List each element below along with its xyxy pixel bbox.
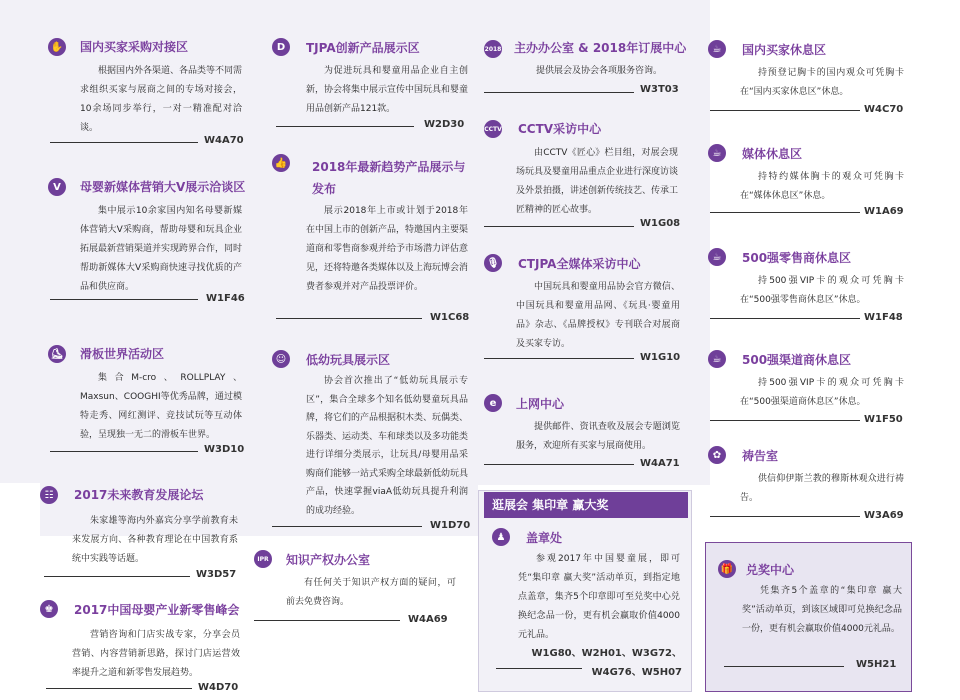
- section-divider: [46, 688, 192, 689]
- booth-code: W1F48: [864, 312, 903, 323]
- section-description: 供信仰伊斯兰教的穆斯林观众进行祷告。: [740, 474, 904, 503]
- section-description: 提供邮件、资讯查收及展会专题浏览服务，欢迎所有买家与展商使用。: [516, 422, 680, 451]
- booth-code: W1G80、W2H01、W3G72、W4G76、W5H07: [531, 648, 682, 678]
- section-divider: [276, 318, 422, 319]
- section-ip-office: [254, 550, 464, 630]
- section-description: 中国玩具和婴童用品协会官方微信、中国玩具和婴童用品网、《玩具·婴童用品》杂志、《品牌授权》专刊联合对展商及买家专访。: [516, 282, 680, 349]
- section-divider: [484, 226, 634, 227]
- handshake-icon: ✋: [48, 38, 66, 56]
- section-education-forum: [40, 486, 240, 586]
- stamp-campaign-banner: 逛展会 集印章 赢大奖: [484, 492, 688, 518]
- booth-code: W1A69: [864, 206, 904, 217]
- section-description: 为促进玩具和婴童用品企业自主创新，协会将集中展示宣传中国玩具和婴童用品创新产品121款。: [306, 66, 469, 114]
- section-title: 500强渠道商休息区: [742, 353, 852, 367]
- booth-code: W1F46: [206, 293, 245, 304]
- booth-code: W3D10: [204, 444, 245, 455]
- section-new-media-kol: [48, 178, 248, 310]
- internet-icon: e: [484, 394, 502, 412]
- booth-code: W1C68: [430, 312, 470, 323]
- coffee-cup-icon: ☕: [708, 350, 726, 368]
- section-divider: [50, 299, 198, 300]
- section-media-lounge: [708, 144, 908, 224]
- section-divider: [254, 620, 400, 621]
- section-title: TJPA创新产品展示区: [306, 41, 420, 55]
- v-icon: V: [48, 178, 66, 196]
- section-domestic-buyer-lounge: [708, 40, 908, 120]
- section-title: 低幼玩具展示区: [306, 353, 391, 367]
- section-title: 2017未来教育发展论坛: [74, 488, 204, 502]
- gift-icon: 🎁: [718, 560, 736, 578]
- section-tjpa-innovation: [272, 38, 472, 134]
- section-divider: [710, 516, 860, 517]
- section-top500-retailer-lounge: [708, 248, 908, 328]
- section-description: 持500强VIP卡的观众可凭胸卡在“500强渠道商休息区”休息。: [740, 378, 904, 407]
- section-title: 主办办公室 & 2018年订展中心: [514, 41, 687, 55]
- section-divider: [484, 358, 634, 359]
- booth-code: W4C70: [864, 104, 904, 115]
- ipr-icon: IPR: [254, 550, 272, 568]
- booth-code: W1D70: [430, 520, 471, 531]
- section-divider: [44, 576, 190, 577]
- section-title: 母婴新媒体营销大V展示洽谈区: [80, 180, 246, 194]
- section-title: 祷告室: [742, 449, 779, 463]
- booth-code: W4D70: [198, 682, 239, 693]
- booth-code: W5H21: [856, 659, 897, 670]
- section-title: 兑奖中心: [746, 563, 795, 577]
- section-title: 国内买家采购对接区: [80, 40, 189, 54]
- smile-toy-icon: ☺: [272, 350, 290, 368]
- section-description: 朱家雄等海内外嘉宾分享学前教育未来发展方向、各种教育理论在中国教育系统中实践等话题。: [72, 516, 238, 564]
- section-description: 由CCTV《匠心》栏目组，对展会现场玩具及婴童用品重点企业进行深度访谈及外景拍摄，讲述创新传统技艺、传承工匠精神的匠心故事。: [516, 148, 679, 215]
- summit-icon: ♚: [40, 600, 58, 618]
- booth-code: W4A71: [640, 458, 680, 469]
- section-redeem-center: [718, 560, 908, 680]
- prayer-icon: ✿: [708, 446, 726, 464]
- section-divider: [272, 526, 422, 527]
- coffee-cup-icon: ☕: [708, 144, 726, 162]
- section-description: 集合M-cro、ROLLPLAY、Maxsun、COOGHI等优秀品牌，通过模特走秀、网红测评、竞技试玩等互动体验，呈现独一无二的滑板车世界。: [80, 373, 242, 440]
- section-title: 2017中国母婴产业新零售峰会: [74, 603, 240, 617]
- thumbs-up-icon: 👍: [272, 154, 290, 172]
- section-title: CCTV采访中心: [518, 122, 602, 136]
- booth-code: W1G08: [640, 218, 681, 229]
- section-top500-channel-lounge: [708, 350, 908, 430]
- section-title: 知识产权办公室: [286, 553, 371, 567]
- section-description: 展示2018年上市或计划于2018年在中国上市的创新产品，特邀国内主要渠道商和零售商参观并给予市场潜力评估意见，还将特邀各类媒体以及上海玩博会消费者参观并对产品投票评价。: [306, 206, 469, 292]
- panel-notch: [0, 483, 40, 536]
- section-divider: [710, 212, 860, 213]
- section-title: 2018年最新趋势产品展示与发布: [312, 160, 466, 196]
- calendar-2018-icon: 2018: [484, 40, 502, 58]
- section-description: 根据国内外各渠道、各品类等不同需求组织买家与展商之间的专场对接会，10余场同步举行，一对一精准配对洽谈。: [80, 66, 243, 133]
- coffee-cup-icon: ☕: [708, 248, 726, 266]
- letter-d-icon: D: [272, 38, 290, 56]
- section-infant-toys: [272, 350, 472, 534]
- section-description: 有任何关于知识产权方面的疑问，可前去免费咨询。: [286, 578, 456, 607]
- booth-code: W2D30: [424, 119, 465, 130]
- section-title: CTJPA全媒体采访中心: [518, 257, 641, 271]
- section-trend-products: [272, 154, 472, 328]
- section-internet-center: [484, 394, 684, 474]
- section-title: 滑板世界活动区: [80, 347, 165, 361]
- section-title: 上网中心: [516, 397, 565, 411]
- section-divider: [710, 420, 860, 421]
- section-divider: [50, 451, 198, 452]
- skateboard-icon: ⛸: [48, 345, 66, 363]
- section-description: 集中展示10余家国内知名母婴新媒体营销大V采购商，帮助母婴和玩具企业拓展最新营销渠道并实现跨界合作，同时帮助新媒体大V采购商快速寻找优质的产品和供应商。: [80, 206, 243, 292]
- section-new-retail-summit: [40, 600, 250, 696]
- section-description: 参观2017年中国婴童展，即可凭“集印章 赢大奖”活动单页，到指定地点盖章，集齐5个印章即可至兑奖中心兑换纪念品一份，更有机会赢取价值4000元礼品。: [518, 554, 680, 640]
- section-stamp-station: [492, 528, 688, 688]
- section-divider: [724, 666, 844, 667]
- section-description: 凭集齐5个盖章的“集印章 赢大奖”活动单页，到该区域即可兑换纪念品一份，更有机会赢取价值4000元礼品。: [742, 586, 902, 634]
- section-skateboard-world: [48, 345, 248, 457]
- booth-code: W4A69: [408, 614, 448, 625]
- booth-code: W4A70: [204, 135, 244, 146]
- section-description: 持预登记胸卡的国内观众可凭胸卡在“国内买家休息区”休息。: [740, 68, 904, 97]
- section-description: 持特约媒体胸卡的观众可凭胸卡在“媒体休息区”休息。: [740, 172, 904, 201]
- section-title: 国内买家休息区: [742, 43, 827, 57]
- coffee-cup-icon: ☕: [708, 40, 726, 58]
- section-description: 营销咨询和门店实战专家，分享会员营销、内容营销新思路，探讨门店运营效率提升之道和新零售发展趋势。: [72, 630, 240, 678]
- section-divider: [484, 92, 634, 93]
- section-divider: [710, 318, 860, 319]
- section-title: 盖章处: [526, 531, 563, 545]
- section-organizer-office: [484, 40, 687, 100]
- booth-code: W3T03: [640, 84, 679, 95]
- section-title: 500强零售商休息区: [742, 251, 852, 265]
- booth-code: W3D57: [196, 569, 237, 580]
- booth-code: W1G10: [640, 352, 681, 363]
- cctv-icon: CCTV: [484, 120, 502, 138]
- section-domestic-buyer-matching: [48, 38, 248, 150]
- section-divider: [276, 126, 414, 127]
- section-description: 提供展会及协会各项服务咨询。: [535, 66, 662, 76]
- booth-code: W1F50: [864, 414, 903, 425]
- section-divider: [496, 668, 582, 669]
- section-media-interview-center: [484, 254, 684, 366]
- section-divider: [50, 142, 198, 143]
- stamp-person-icon: ♟: [492, 528, 510, 546]
- microphone-icon: 🎙: [484, 254, 502, 272]
- section-divider: [710, 110, 860, 111]
- section-cctv-interview: [484, 120, 684, 230]
- section-description: 协会首次推出了“低幼玩具展示专区”，集合全球多个知名低幼婴童玩具品牌，将它们的产品根据积木类、玩偶类、乐器类、运动类、车和球类以及多功能类进行详细分类展示，让玩具/母婴用品采购商们能够一站式采购全球最新低幼玩具产品，快速掌握viaA低幼玩具提升利润的成功经验。: [306, 376, 469, 516]
- booth-code: W3A69: [864, 510, 904, 521]
- section-divider: [484, 464, 634, 465]
- forum-icon: ☷: [40, 486, 58, 504]
- section-description: 持500强VIP卡的观众可凭胸卡在“500强零售商休息区”休息。: [740, 276, 904, 305]
- section-prayer-room: [708, 446, 908, 526]
- section-title: 媒体休息区: [742, 147, 803, 161]
